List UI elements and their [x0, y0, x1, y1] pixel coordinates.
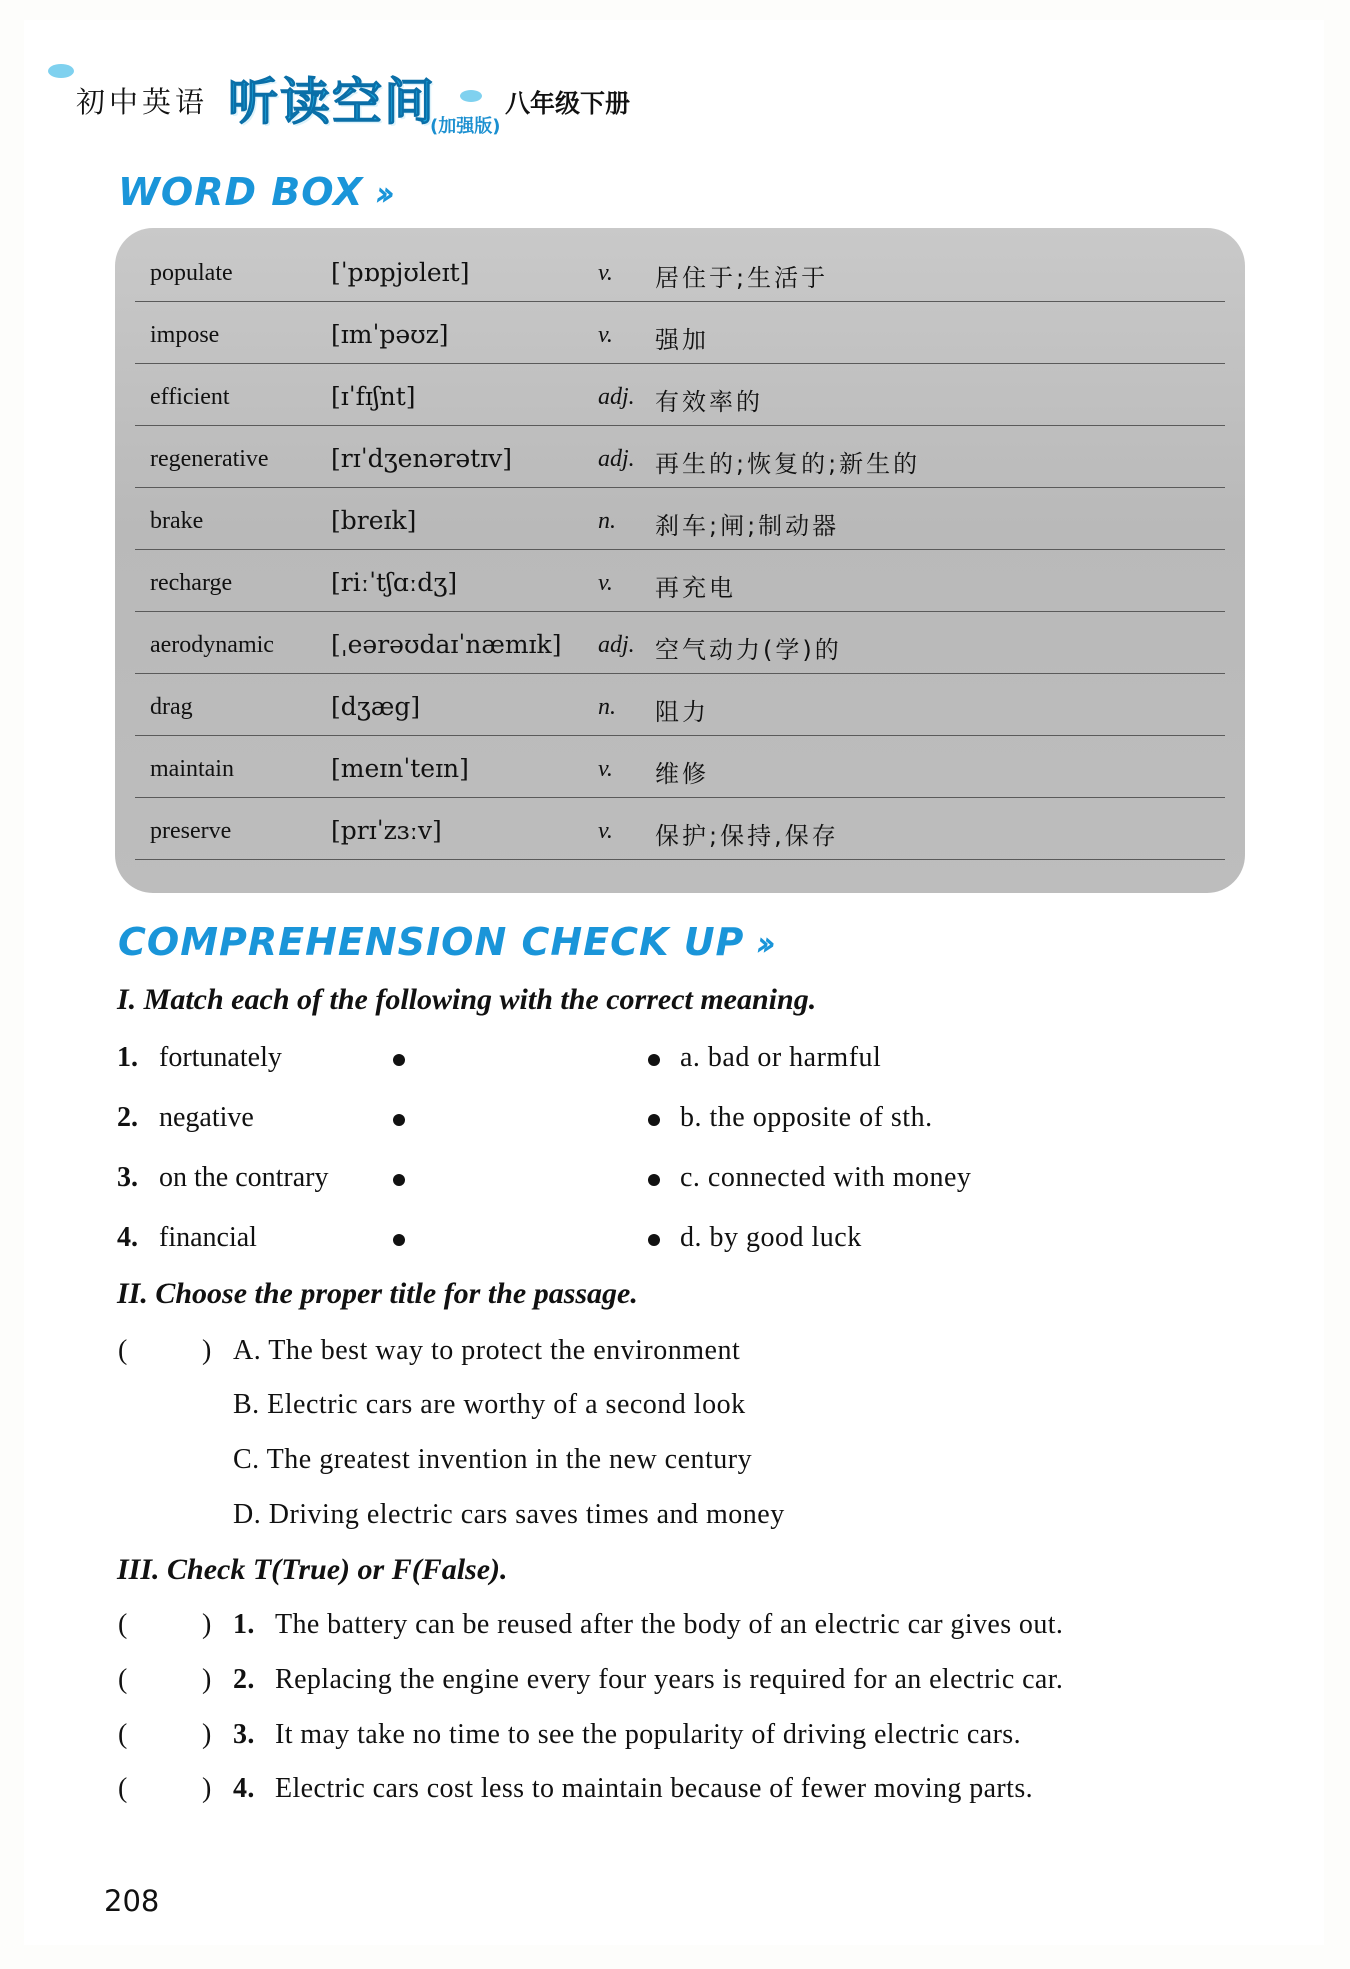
answer-paren-open: ( — [118, 1664, 128, 1695]
match-dot-right[interactable] — [648, 1174, 660, 1186]
part3-heading: III. Check T(True) or F(False). — [117, 1553, 508, 1586]
phonetic-entry: [riːˈtʃɑːdʒ] — [331, 568, 458, 597]
tf-num: 3. — [233, 1719, 255, 1750]
answer-paren-close: ) — [202, 1609, 212, 1640]
word-entry: recharge — [150, 570, 233, 596]
match-dot-left[interactable] — [393, 1174, 405, 1186]
part-of-speech: adj. — [598, 384, 635, 410]
part-of-speech: v. — [598, 260, 613, 286]
tf-text: Electric cars cost less to maintain because of fewer moving parts. — [275, 1773, 1034, 1804]
meaning-entry: 再生的;恢复的;新生的 — [655, 450, 921, 478]
meaning-entry: 阻力 — [655, 698, 709, 726]
double-chevron-icon: ›› — [375, 174, 388, 214]
meaning-entry: 空气动力(学)的 — [655, 636, 842, 664]
row-divider — [135, 859, 1225, 860]
match-dot-left[interactable] — [393, 1054, 405, 1066]
meaning-entry: 保护;保持,保存 — [655, 822, 839, 850]
word-entry: maintain — [150, 756, 234, 782]
word-box-row — [135, 798, 1225, 860]
match-left-text: fortunately — [159, 1042, 282, 1073]
word-box-row — [135, 674, 1225, 736]
word-box-row — [135, 612, 1225, 674]
tf-num: 4. — [233, 1773, 255, 1804]
answer-paren-close: ) — [202, 1335, 212, 1366]
title-option: C. The greatest invention in the new century — [233, 1444, 753, 1475]
match-dot-right[interactable] — [648, 1234, 660, 1246]
part-of-speech: v. — [598, 756, 613, 782]
match-dot-left[interactable] — [393, 1234, 405, 1246]
part-of-speech: v. — [598, 818, 613, 844]
tf-num: 2. — [233, 1664, 255, 1695]
match-right-item: a. bad or harmful — [680, 1042, 882, 1073]
word-entry: drag — [150, 694, 193, 720]
match-dot-right[interactable] — [648, 1114, 660, 1126]
match-left-text: on the contrary — [159, 1162, 329, 1193]
match-left-num: 4. — [117, 1222, 138, 1253]
header-bubble-right — [460, 90, 482, 102]
phonetic-entry: [ˈpɒpjʊleɪt] — [331, 258, 470, 287]
answer-paren-open: ( — [118, 1773, 128, 1804]
phonetic-entry: [prɪˈzɜːv] — [331, 816, 442, 845]
phonetic-entry: [ɪmˈpəʊz] — [331, 320, 449, 349]
header-grade: 八年级下册 — [505, 89, 631, 118]
word-box-row — [135, 550, 1225, 612]
match-left-item — [117, 1102, 254, 1134]
part-of-speech: n. — [598, 508, 616, 534]
word-box-title: WORD BOX — [118, 170, 364, 214]
phonetic-entry: [breɪk] — [331, 506, 417, 535]
header-edition: (加强版) — [430, 116, 501, 137]
title-option: A. The best way to protect the environment — [233, 1335, 741, 1366]
part1-heading: I. Match each of the following with the correct meaning. — [117, 983, 817, 1016]
header-bubble-left — [48, 64, 74, 78]
header-brand-logo: 听读空间 — [228, 73, 436, 131]
word-box-row — [135, 736, 1225, 798]
match-left-item — [117, 1162, 329, 1194]
answer-paren-close: ) — [202, 1773, 212, 1804]
header-series-title: 初中英语 — [76, 85, 209, 119]
word-entry: preserve — [150, 818, 232, 844]
word-entry: impose — [150, 322, 220, 348]
phonetic-entry: [ɪˈfɪʃnt] — [331, 382, 416, 411]
match-left-num: 3. — [117, 1162, 138, 1193]
phonetic-entry: [dʒæg] — [331, 692, 421, 721]
word-entry: regenerative — [150, 446, 269, 472]
match-right-item: b. the opposite of sth. — [680, 1102, 933, 1133]
match-dot-left[interactable] — [393, 1114, 405, 1126]
title-option: B. Electric cars are worthy of a second look — [233, 1389, 746, 1420]
page-number: 208 — [104, 1884, 160, 1918]
part-of-speech: adj. — [598, 632, 635, 658]
match-right-item: d. by good luck — [680, 1222, 862, 1253]
title-option: D. Driving electric cars saves times and money — [233, 1499, 785, 1530]
word-entry: populate — [150, 260, 233, 286]
answer-paren-open: ( — [118, 1719, 128, 1750]
part2-heading: II. Choose the proper title for the passage. — [117, 1277, 638, 1310]
word-entry: efficient — [150, 384, 230, 410]
tf-statement — [233, 1719, 1021, 1751]
tf-statement — [233, 1664, 1063, 1696]
comprehension-heading — [118, 920, 768, 964]
part-of-speech: adj. — [598, 446, 635, 472]
meaning-entry: 维修 — [655, 760, 709, 788]
tf-text: Replacing the engine every four years is required for an electric car. — [275, 1664, 1064, 1695]
word-box-row — [135, 240, 1225, 302]
tf-text: The battery can be reused after the body of an electric car gives out. — [275, 1609, 1064, 1640]
word-box-row — [135, 488, 1225, 550]
word-box-row — [135, 364, 1225, 426]
answer-paren-open: ( — [118, 1609, 128, 1640]
tf-num: 1. — [233, 1609, 255, 1640]
answer-paren-open: ( — [118, 1335, 128, 1366]
word-box-heading — [118, 170, 388, 214]
part-of-speech: v. — [598, 322, 613, 348]
match-dot-right[interactable] — [648, 1054, 660, 1066]
meaning-entry: 刹车;闸;制动器 — [655, 512, 840, 540]
meaning-entry: 有效率的 — [655, 388, 763, 416]
part-of-speech: n. — [598, 694, 616, 720]
word-entry: brake — [150, 508, 204, 534]
tf-statement — [233, 1609, 1063, 1641]
match-left-num: 2. — [117, 1102, 138, 1133]
match-left-text: financial — [159, 1222, 257, 1253]
meaning-entry: 强加 — [655, 326, 709, 354]
match-right-item: c. connected with money — [680, 1162, 972, 1193]
phonetic-entry: [rɪˈdʒenərətɪv] — [331, 444, 513, 473]
word-box-row — [135, 302, 1225, 364]
phonetic-entry: [meɪnˈteɪn] — [331, 754, 469, 783]
phonetic-entry: [ˌeərəʊdaɪˈnæmɪk] — [331, 630, 562, 659]
part-of-speech: v. — [598, 570, 613, 596]
answer-paren-close: ) — [202, 1719, 212, 1750]
tf-statement — [233, 1773, 1033, 1805]
match-left-item — [117, 1042, 282, 1074]
double-chevron-icon: ›› — [756, 924, 769, 964]
word-entry: aerodynamic — [150, 632, 274, 658]
match-left-item — [117, 1222, 257, 1254]
comprehension-title: COMPREHENSION CHECK UP — [118, 920, 745, 964]
match-left-text: negative — [159, 1102, 254, 1133]
meaning-entry: 再充电 — [655, 574, 736, 602]
tf-text: It may take no time to see the popularity of driving electric cars. — [275, 1719, 1021, 1750]
meaning-entry: 居住于;生活于 — [655, 264, 829, 292]
word-box-row — [135, 426, 1225, 488]
match-left-num: 1. — [117, 1042, 138, 1073]
answer-paren-close: ) — [202, 1664, 212, 1695]
